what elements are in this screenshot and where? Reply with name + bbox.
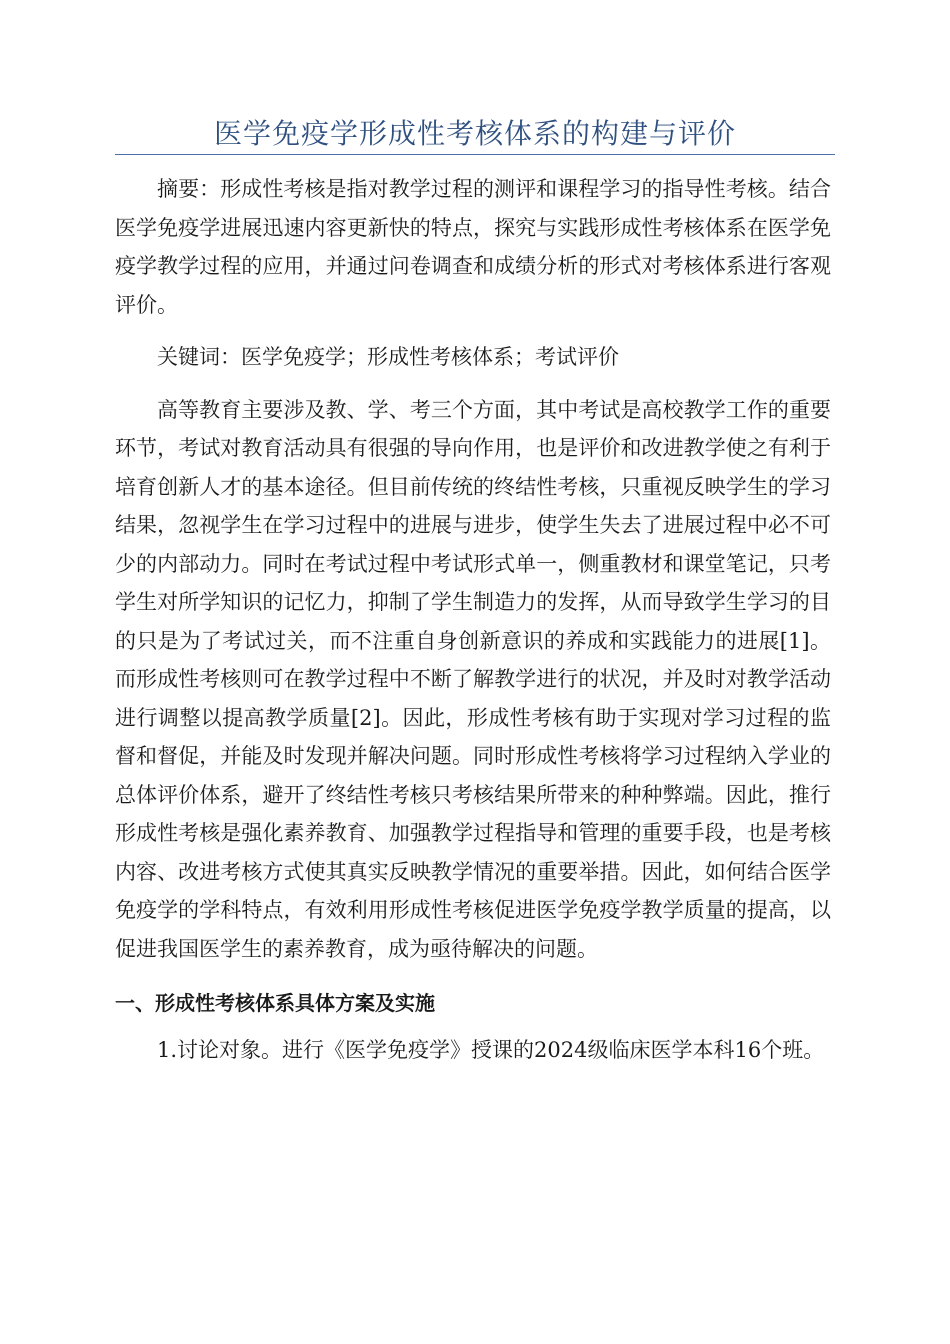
- title-underline: [115, 154, 835, 155]
- abstract-paragraph: 摘要：形成性考核是指对教学过程的测评和课程学习的指导性考核。结合医学免疫学进展迅速内容更新快的特点，探究与实践形成性考核体系在医学免疫学教学过程的应用，并通过问卷调查和成绩分析的形式对考核体系进行客观评价。: [115, 177, 831, 317]
- section-item-paragraph: 1.讨论对象。进行《医学免疫学》授课的2024级临床医学本科16个班。: [157, 1037, 825, 1062]
- body-paragraph: 高等教育主要涉及教、学、考三个方面，其中考试是高校教学工作的重要环节，考试对教育活动具有很强的导向作用，也是评价和改进教学使之有利于培育创新人才的基本途径。但目前传统的终结性考核，只重视反映学生的学习结果，忽视学生在学习过程中的进展与进步，使学生失去了进展过程中必不可少的内部动力。同时在考试过程中考试形式单一，侧重教材和课堂笔记，只考学生对所学知识的记忆力，抑制了学生制造力的发挥，从而导致学生学习的目的只是为了考试过关，而不注重自身创新意识的养成和实践能力的进展[1]。而形成性考核则可在教学过程中不断了解教学进行的状况，并及时对教学活动进行调整以提高教学质量[2]。因此，形成性考核有助于实现对学习过程的监督和督促，并能及时发现并解决问题。同时形成性考核将学习过程纳入学业的总体评价体系，避开了终结性考核只考核结果所带来的种种弊端。因此，推行形成性考核是强化素养教育、加强教学过程指导和管理的重要手段，也是考核内容、改进考核方式使其真实反映教学情况的重要举措。因此，如何结合医学免疫学的学科特点，有效利用形成性考核促进医学免疫学教学质量的提高，以促进我国医学生的素养教育，成为亟待解决的问题。: [115, 397, 831, 961]
- document-body: [115, 170, 831, 1069]
- keywords-paragraph: 关键词：医学免疫学；形成性考核体系；考试评价: [157, 345, 619, 369]
- document-title: 医学免疫学形成性考核体系的构建与评价: [213, 117, 736, 150]
- section-heading: 一、形成性考核体系具体方案及实施: [115, 991, 435, 1015]
